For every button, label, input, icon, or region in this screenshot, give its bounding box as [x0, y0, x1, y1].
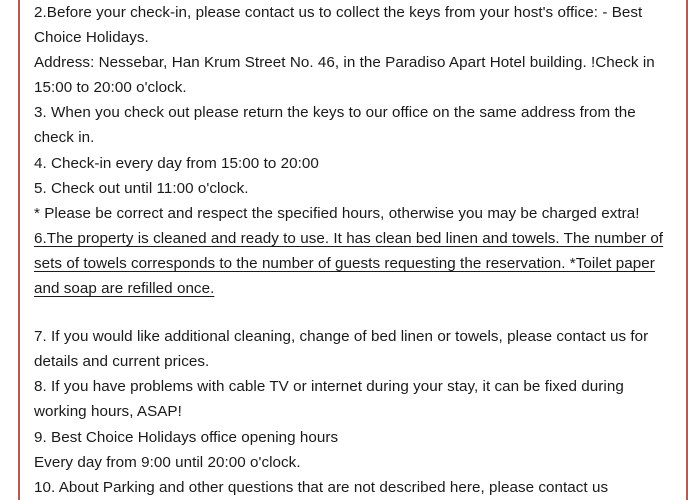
document-text-body	[34, 0, 672, 500]
paragraph-item-2: 2.Before your check-in, please contact us to collect the keys from your host's office: - Best Choice Holidays.	[34, 4, 643, 47]
paragraph-gap	[34, 301, 672, 324]
paragraph-item-5: 5. Check out until 11:00 o'clock.	[34, 179, 249, 197]
right-margin-rule	[686, 0, 688, 500]
left-margin-rule	[18, 0, 20, 500]
paragraph-office-hours: Every day from 9:00 until 20:00 o'clock.	[34, 453, 301, 471]
paragraph-item-6: 6.The property is cleaned and ready to use. It has clean bed linen and towels. The number of sets of towels corresponds to the number of guests requesting the reservation. *Toilet paper and soap are refilled once.	[34, 229, 664, 298]
paragraph-address: Address: Nessebar, Han Krum Street No. 46, in the Paradiso Apart Hotel building. !Check in 15:00 to 20:00 o'clock.	[34, 54, 655, 97]
paragraph-item-4: 4. Check-in every day from 15:00 to 20:00	[34, 154, 319, 172]
paragraph-note-hours: * Please be correct and respect the specified hours, otherwise you may be charged extra!	[34, 204, 640, 222]
paragraph-item-9: 9. Best Choice Holidays office opening hours	[34, 428, 339, 446]
paragraph-item-10: 10. About Parking and other questions that are not described here, please contact us	[34, 478, 609, 496]
paragraph-item-7: 7. If you would like additional cleaning, change of bed linen or towels, please contact us for details and current prices.	[34, 328, 649, 371]
paragraph-item-3: 3. When you check out please return the keys to our office on the same address from the check in.	[34, 104, 636, 147]
paragraph-item-8: 8. If you have problems with cable TV or internet during your stay, it can be fixed during working hours, ASAP!	[34, 378, 624, 421]
